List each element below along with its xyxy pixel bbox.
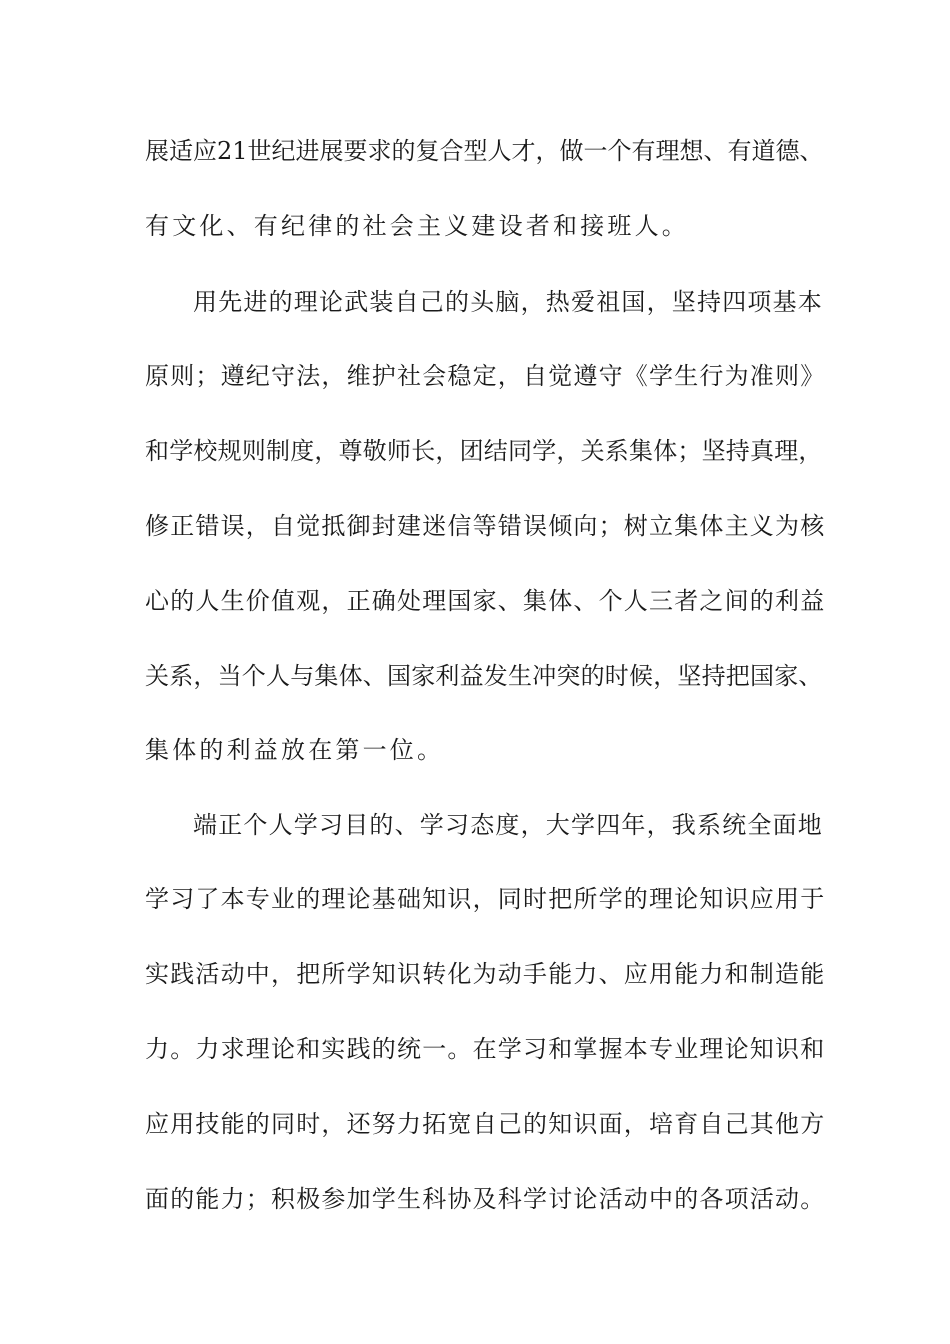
text-line: 实践活动中，把所学知识转化为动手能力、应用能力和制造能: [145, 960, 826, 988]
text-line: 应用技能的同时，还努力拓宽自己的知识面，培育自己其他方: [145, 1110, 826, 1138]
text-line: 和学校规则制度，尊敬师长，团结同学，关系集体；坚持真理，: [145, 437, 823, 465]
text-line: 学习了本专业的理论基础知识，同时把所学的理论知识应用于: [145, 885, 826, 913]
text-line: 展适应21世纪进展要求的复合型人才，做一个有理想、有道德、: [145, 137, 824, 165]
text-line: 面的能力；积极参加学生科协及科学讨论活动中的各项活动。: [145, 1185, 826, 1213]
text-line: 修正错误，自觉抵御封建迷信等错误倾向；树立集体主义为核: [145, 512, 826, 540]
text-line: 心的人生价值观，正确处理国家、集体、个人三者之间的利益: [145, 587, 826, 615]
text-line: 关系，当个人与集体、国家利益发生冲突的时候，坚持把国家、: [145, 662, 823, 690]
paragraph-first-line: 用先进的理论武装自己的头脑，热爱祖国，坚持四项基本: [193, 288, 823, 316]
text-line: 有文化、有纪律的社会主义建设者和接班人。: [145, 212, 689, 240]
text-line: 集体的利益放在第一位。: [145, 736, 445, 764]
paragraph-first-line: 端正个人学习目的、学习态度，大学四年，我系统全面地: [193, 811, 823, 839]
text-line: 力。力求理论和实践的统一。在学习和掌握本专业理论知识和: [145, 1035, 826, 1063]
text-line: 原则；遵纪守法，维护社会稳定，自觉遵守《学生行为准则》: [145, 362, 826, 390]
